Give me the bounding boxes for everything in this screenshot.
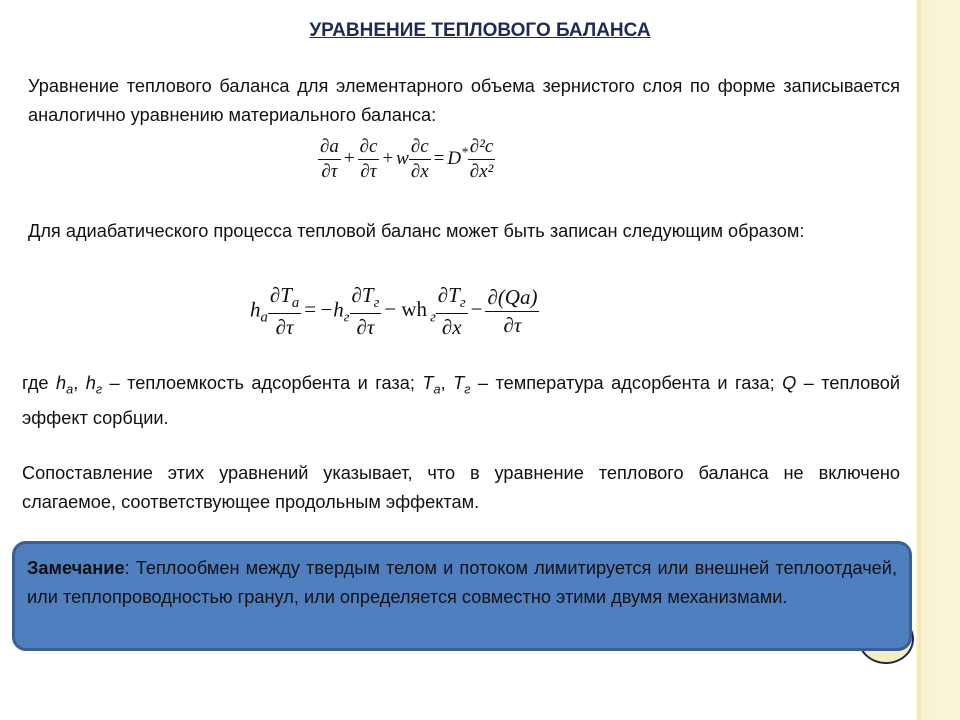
fraction-5: $\frac{\partial T_а}{\partial\tau}$ <box>269 283 300 340</box>
fraction-3: $\frac{\partial c}{\partial x}$ <box>410 136 429 182</box>
remark-box <box>12 541 912 651</box>
adiabatic-paragraph: Для адиабатического процесса тепловой баланс может быть записан следующим образом: <box>28 221 805 241</box>
fraction-2: $\frac{\partial c}{\partial\tau}$ <box>359 136 378 182</box>
fraction-7: $\frac{\partial T_г}{\partial x}$ <box>437 283 466 340</box>
comparison-paragraph: Сопоставление этих уравнений указывает, что в уравнение теплового баланса не включено слагаемое, соответствующее продольным эффектам. <box>22 463 900 512</box>
slide-title: УРАВНЕНИЕ ТЕПЛОВОГО БАЛАНСА <box>309 20 651 41</box>
fraction-4: $\frac{\text{∂²c}}{\text{∂x²}}$ <box>469 136 494 182</box>
fraction-8: $\frac{\partial(Qa)}{\partial\tau}$ <box>487 285 538 338</box>
fraction-6: $\frac{\partial T_г}{\partial\tau}$ <box>351 283 380 340</box>
material-balance-equation: $\frac{\partial a}{\partial\tau}$ + $\frac{\partial c}{\partial\tau}$ + w $\frac{\partial c}{\partial x}$ = D* $\frac{\text{∂²c}}{\text{∂x²}}$ <box>320 136 494 182</box>
intro-paragraph: Уравнение теплового баланса для элементарного объема зернистого слоя по форме записывается аналогично уравнению материального баланса: <box>28 76 900 125</box>
remark-text: Замечание: Теплообмен между твердым телом и потоком лимитируется или внешней теплоотдачей, или теплопроводностью гранул, или определяется совместно этими двумя механизмами. <box>27 558 897 607</box>
fraction-1: $\frac{\partial a}{\partial\tau}$ <box>320 136 339 182</box>
heat-balance-equation: $h_а$ $\frac{\partial T_а}{\partial\tau}$ = $-h_г$ $\frac{\partial T_г}{\partial\tau}$ − wh $_г$ $\frac{\partial T_г}{\partial x}$ − $\frac{\partial(Qa)}{\partial\tau}$ <box>250 283 538 340</box>
decorative-border <box>916 0 960 720</box>
notation-paragraph: где $h_а$, $h_г$ – теплоемкость адсорбента и газа; $T_а$, $T_г$ – температура адсорбента и газа; Q – тепловой эффект сорбции. <box>22 373 900 428</box>
